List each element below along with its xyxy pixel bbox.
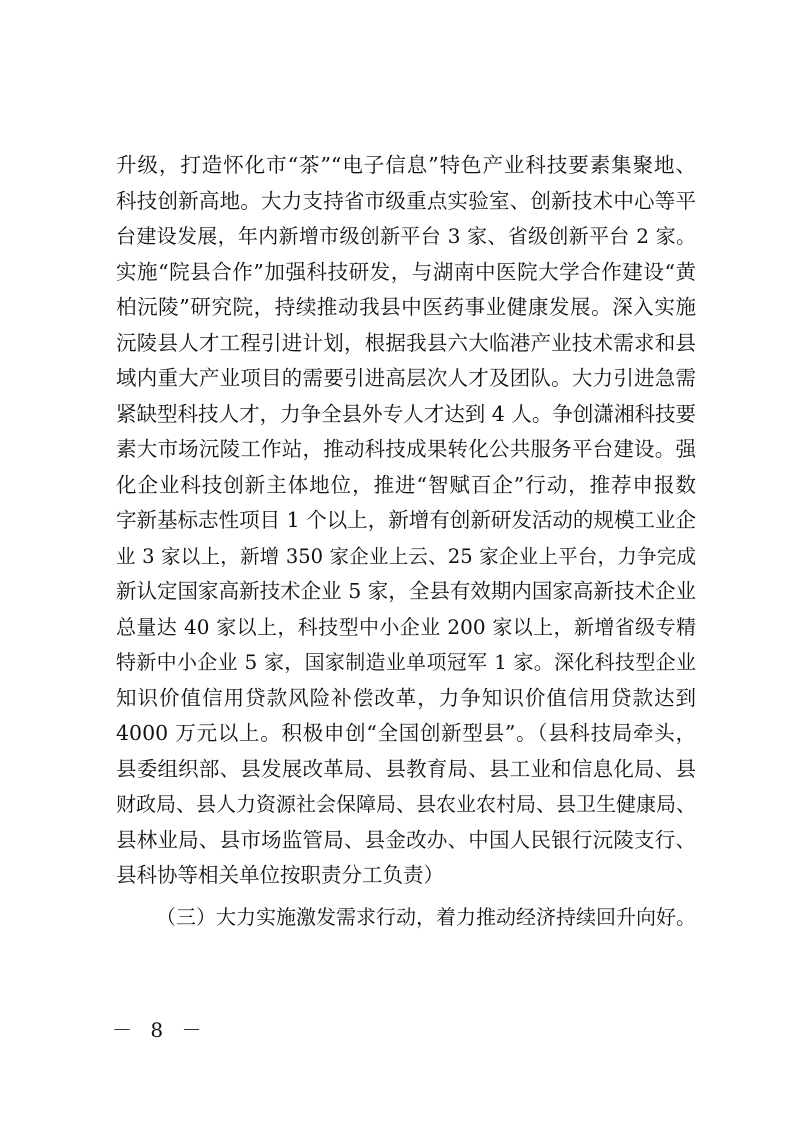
- text-line: 台建设发展，年内新增市级创新平台 3 家、省级创新平台 2 家。: [116, 224, 696, 248]
- section-heading: （三）大力实施激发需求行动，着力推动经济持续回升向好。: [156, 904, 696, 929]
- text-line: 县林业局、县市场监管局、县金改办、中国人民银行沅陵支行、: [116, 827, 696, 852]
- text-line: 柏沅陵”研究院，持续推动我县中医药事业健康发展。深入实施: [116, 295, 696, 319]
- text-line: 素大市场沅陵工作站，推动科技成果转化公共服务平台建设。强: [116, 437, 696, 461]
- document-body: [116, 148, 696, 935]
- text-line: 新认定国家高新技术企业 5 家，全县有效期内国家高新技术企业: [116, 579, 696, 603]
- text-line: 总量达 40 家以上，科技型中小企业 200 家以上，新增省级专精: [116, 614, 696, 639]
- text-line: 财政局、县人力资源社会保障局、县农业农村局、县卫生健康局、: [116, 792, 696, 816]
- text-line: 化企业科技创新主体地位，推进“智赋百企”行动，推荐申报数: [116, 472, 696, 497]
- text-line: 字新基标志性项目 1 个以上，新增有创新研发活动的规模工业企: [116, 508, 696, 532]
- text-line: 知识价值信用贷款风险补偿改革，力争知识价值信用贷款达到: [116, 685, 696, 710]
- text-line: 域内重大产业项目的需要引进高层次人才及团队。大力引进急需: [116, 366, 696, 390]
- page-number: － 8 －: [112, 1018, 208, 1042]
- text-line: 县科协等相关单位按职责分工负责）: [116, 863, 444, 887]
- text-line: 科技创新高地。大力支持省市级重点实验室、创新技术中心等平: [116, 188, 696, 213]
- text-line: 业 3 家以上，新增 350 家企业上云、25 家企业上平台，力争完成: [116, 544, 696, 568]
- text-line: 县委组织部、县发展改革局、县教育局、县工业和信息化局、县: [116, 756, 696, 781]
- text-line: 特新中小企业 5 家，国家制造业单项冠军 1 家。深化科技型企业: [116, 650, 696, 674]
- text-line: 实施“院县合作”加强科技研发，与湖南中医院大学合作建设“黄: [116, 259, 696, 284]
- text-line: 沅陵县人才工程引进计划，根据我县六大临港产业技术需求和县: [116, 330, 696, 355]
- text-line: 紧缺型科技人才，力争全县外专人才达到 4 人。争创潇湘科技要: [116, 401, 696, 426]
- text-line: 升级，打造怀化市“茶”“电子信息”特色产业科技要素集聚地、: [116, 153, 696, 177]
- text-line: 4000 万元以上。积极申创“全国创新型县”。（县科技局牵头，: [116, 721, 696, 745]
